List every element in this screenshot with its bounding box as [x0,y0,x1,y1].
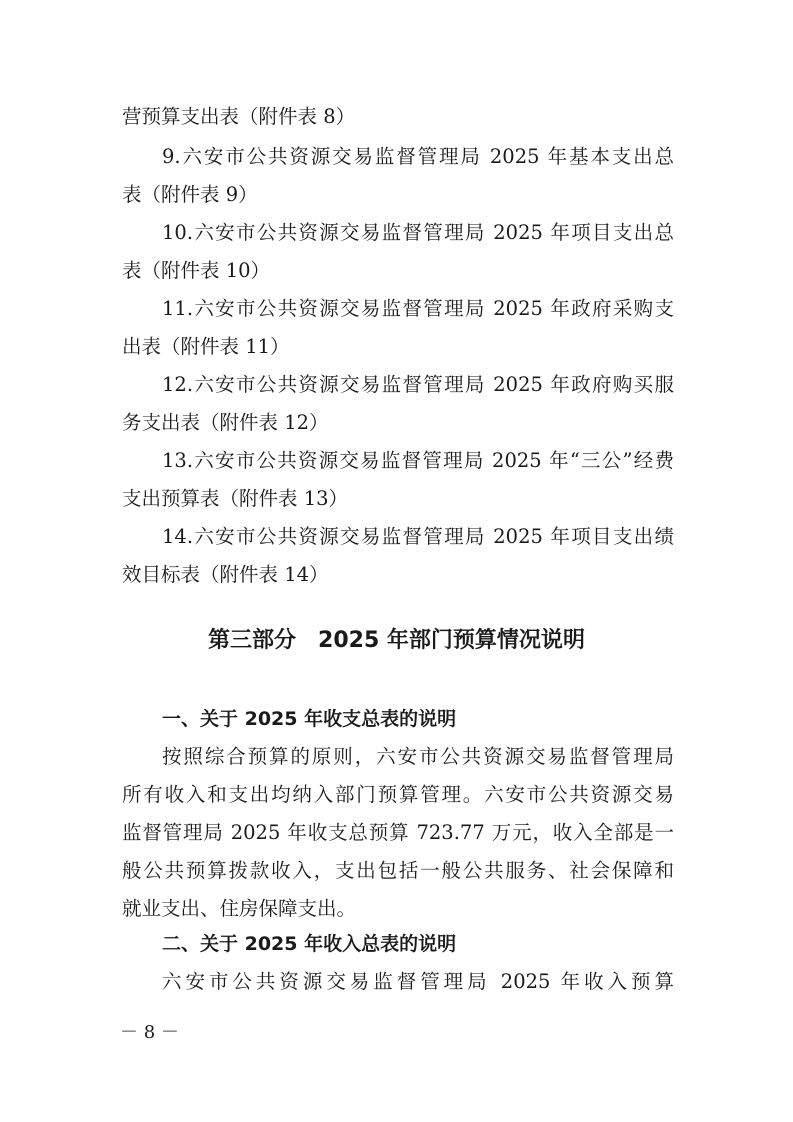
attachment-item-10-line1: 10.六安市公共资源交易监督管理局 2025 年项目支出总 [162,221,674,244]
section1-paragraph-line: 就业支出、住房保障支出。 [122,897,357,920]
attachment-item-13-line1: 13.六安市公共资源交易监督管理局 2025 年“三公”经费 [162,449,674,472]
section2-heading: 二、关于 2025 年收入总表的说明 [162,933,457,955]
attachment-item-14-line2: 效目标表（附件表 14） [122,563,329,586]
attachment-item-10-line2: 表（附件表 10） [122,259,271,282]
part-heading: 第三部分 2025 年部门预算情况说明 [208,628,585,653]
section1-paragraph-line: 般公共预算拨款收入，支出包括一般公共服务、社会保障和 [122,859,674,882]
attachment-item-12-line2: 务支出表（附件表 12） [122,411,329,434]
section1-paragraph-line: 按照综合预算的原则，六安市公共资源交易监督管理局 [162,745,674,768]
attachment-item-8-tail: 营预算支出表（附件表 8） [122,105,356,128]
attachment-item-11-line1: 11.六安市公共资源交易监督管理局 2025 年政府采购支 [162,297,674,320]
section1-paragraph-line: 监督管理局 2025 年收支总预算 723.77 万元，收入全部是一 [122,821,674,844]
attachment-item-12-line1: 12.六安市公共资源交易监督管理局 2025 年政府购买服 [162,373,674,396]
attachment-item-9-line2: 表（附件表 9） [122,183,258,206]
attachment-item-14-line1: 14.六安市公共资源交易监督管理局 2025 年项目支出绩 [162,525,674,548]
section1-heading: 一、关于 2025 年收支总表的说明 [162,708,457,730]
section1-paragraph-line: 所有收入和支出均纳入部门预算管理。六安市公共资源交易 [122,783,674,806]
attachment-item-13-line2: 支出预算表（附件表 13） [122,487,349,510]
page-number: － 8 － [120,1022,179,1043]
section2-paragraph-line: 六安市公共资源交易监督管理局 2025 年收入预算 [162,970,674,993]
attachment-item-9-line1: 9.六安市公共资源交易监督管理局 2025 年基本支出总 [162,145,674,168]
attachment-item-11-line2: 出表（附件表 11） [122,335,290,358]
